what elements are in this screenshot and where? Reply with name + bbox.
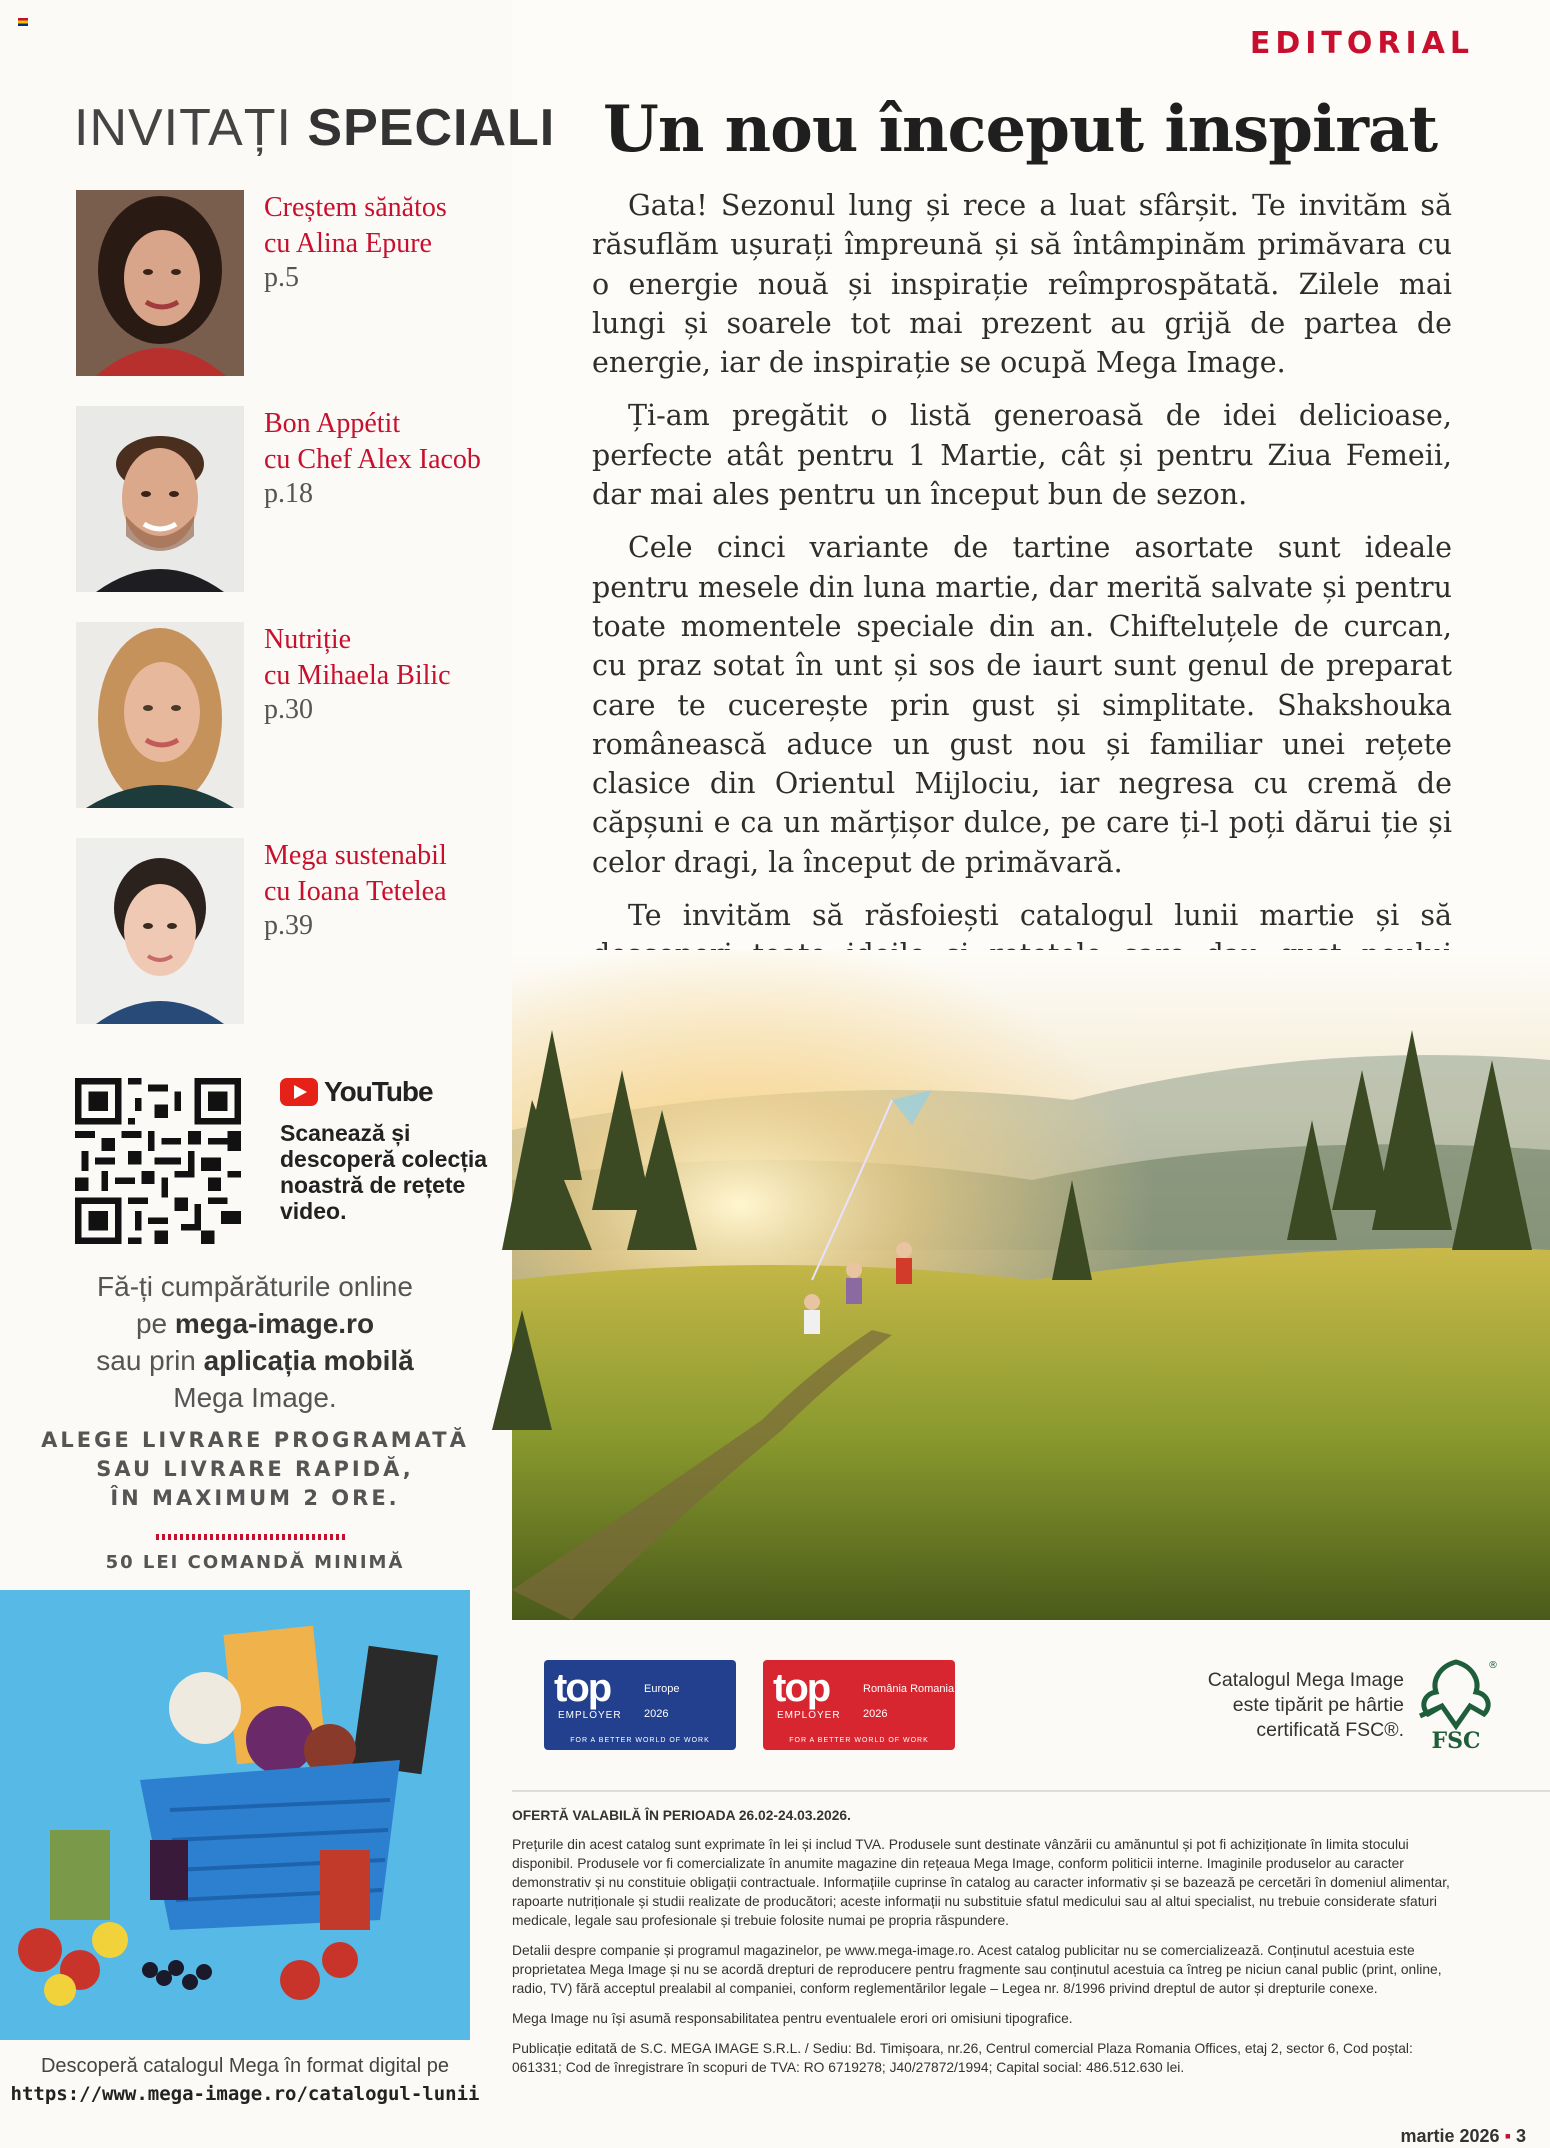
- guest-title: [264, 406, 481, 478]
- shop-line1: Fă-ți cumpărăturile online: [97, 1271, 413, 1302]
- badge-tagline: FOR A BETTER WORLD OF WORK: [789, 1737, 929, 1744]
- fsc-logo-icon: [1416, 1656, 1496, 1752]
- badge-tagline: FOR A BETTER WORLD OF WORK: [570, 1737, 710, 1744]
- legal-paragraph: Publicație editată de S.C. MEGA IMAGE S.R.L. / Sediu: Bd. Timișoara, nr.26, Centrul comercial Plaza Romania Offices, etaj 2, sector 6, Cod poștal: 061331; Cod de înregistrare în scopuri de TVA: RO 6719278; J40/27872/1994; Capital social: 486.512.630 lei.: [512, 2041, 1413, 2075]
- article-paragraph: Cele cinci variante de tartine asortate sunt ideale pentru mesele din luna martie, dar merită salvate și pentru toate momentele speciale din an. Chifteluțele de curcan, cu praz sotat în unt și sos de iaurt sunt genul de preparat care te cucerește prin gust și simplitate. Shakshouka românească aduce un gust nou și familiar unei rețete clasice din Orientul Mijlociu, iar negresa cu cremă de căpșuni e ca un mărțișor dulce, pe care ți-l poți dărui ție și celor dragi, la început de primăvară.: [592, 531, 1452, 879]
- offer-validity: OFERTĂ VALABILĂ ÎN PERIOADA 26.02-24.03.2026.: [512, 1808, 851, 1823]
- youtube-logo: [280, 1076, 500, 1108]
- spring-landscape-photo: [512, 950, 1550, 1620]
- guest-line1: Creștem sănătos: [264, 192, 447, 223]
- guest-line2: cu Alina Epure: [264, 228, 432, 259]
- guest-title: [264, 190, 447, 262]
- grocery-basket-photo: [0, 1590, 470, 2040]
- legal-paragraph: Mega Image nu își asumă responsabilitatea pentru eventualele erori ori omisiuni tipografice.: [512, 2011, 1073, 2026]
- top-employer-europe-badge: [544, 1660, 736, 1750]
- portrait-mihaela-bilic: [76, 622, 244, 808]
- guests-title-bold: SPECIALI: [307, 99, 556, 157]
- article-paragraph: Gata! Sezonul lung și rece a luat sfârșit. Te invităm să răsuflăm ușurați împreună și să întâmpinăm primăvara cu o energie nouă și inspirație reîmprospătată. Zilele mai lungi și soarele tot mai prezent au grijă de partea de energie, iar de inspirație se ocupă Mega Image.: [592, 189, 1452, 380]
- fsc-line3: certificată FSC®.: [1256, 1719, 1404, 1741]
- legal-paragraph: Prețurile din acest catalog sunt exprimate în lei și includ TVA. Produsele sunt destinate vânzării cu amănuntul și pot fi achiziționate în limita stocului disponibil. Produsele vor fi comercializate în anumite magazine din rețeaua Mega Image, conform politicii interne. Imaginile produselor au caracter demonstrativ și nu constituie obligații contractuale. Informațiile cuprinse în catalog au caracter informativ și se bazează pe cercetări în domeniul alimentar, rapoarte nutriționale și studii realizate de producători; aceste informații nu substituie sfatul medicului sau al altui specialist, nu trebuie considerate sfaturi medicale, legale sau profesionale și trebuie folosite numai pe propria răspundere.: [512, 1837, 1450, 1928]
- article-title: Un nou început inspirat: [603, 92, 1437, 167]
- youtube-brand: YouTube: [324, 1076, 433, 1107]
- fsc-logo-text: FSC: [1431, 1728, 1481, 1754]
- guest-line1: Bon Appétit: [264, 408, 401, 439]
- guest-line1: Mega sustenabil: [264, 840, 447, 871]
- article-paragraph: Ți-am pregătit o listă generoasă de idei delicioase, perfecte atât pentru 1 Martie, cât și pentru Ziua Femeii, dar mai ales pentru un început bun de sezon.: [592, 399, 1452, 512]
- badge-year: 2026: [644, 1708, 669, 1720]
- minimum-order: 50 LEI COMANDĂ MINIMĂ: [105, 1552, 405, 1573]
- delivery-line2: SAU LIVRARE RAPIDĂ,: [96, 1457, 414, 1481]
- page-number: 3: [1515, 2126, 1526, 2146]
- guests-title-light: INVITAȚI: [74, 99, 292, 157]
- catalog-text: Descoperă catalogul Mega în format digital pe: [40, 2055, 449, 2077]
- guests-title: [74, 98, 555, 158]
- portrait-ioana-tetelea: [76, 838, 244, 1024]
- delivery-line1: ALEGE LIVRARE PROGRAMATĂ: [41, 1428, 469, 1452]
- guest-title: [264, 622, 451, 694]
- footer-date: martie 2026: [1400, 2126, 1500, 2146]
- shop-app-link[interactable]: aplicația mobilă: [203, 1345, 414, 1376]
- guest-page: p.30: [264, 694, 313, 725]
- guest-page: p.39: [264, 910, 313, 941]
- shop-line2-pre: pe: [135, 1308, 175, 1339]
- digital-catalog-info: [0, 2052, 490, 2108]
- shop-line3-pre: sau prin: [96, 1345, 204, 1376]
- dotted-divider: [156, 1534, 346, 1540]
- shop-line4: Mega Image.: [173, 1382, 337, 1413]
- delivery-line3: ÎN MAXIMUM 2 ORE.: [110, 1486, 400, 1510]
- article-paragraph: Te invităm să răsfoiești catalogul lunii martie și să: [628, 899, 1452, 933]
- badge-region: Europe: [644, 1683, 680, 1695]
- fsc-statement: [1120, 1668, 1404, 1743]
- guest-line2: cu Ioana Tetelea: [264, 876, 447, 907]
- youtube-qr-code[interactable]: [72, 1078, 244, 1244]
- section-label: EDITORIAL: [1249, 26, 1474, 61]
- page-footer: [1400, 2126, 1526, 2147]
- shop-website-link[interactable]: mega-image.ro: [174, 1308, 375, 1339]
- fsc-line2: este tipărit pe hârtie: [1232, 1694, 1404, 1716]
- shop-line2: [40, 1305, 470, 1342]
- guest-line2: cu Chef Alex Iacob: [264, 444, 481, 475]
- guest-card-mihaela[interactable]: [76, 622, 516, 812]
- youtube-promo[interactable]: [280, 1076, 500, 1224]
- footer-separator: ▪: [1504, 2126, 1511, 2146]
- youtube-cta-text: Scanează și descoperă colecția noastră de rețete video.: [280, 1120, 488, 1224]
- badge-top: top: [773, 1666, 830, 1710]
- fsc-registered-mark: ®: [1488, 1660, 1498, 1671]
- delivery-info: [40, 1426, 470, 1513]
- divider: [512, 1790, 1550, 1792]
- portrait-alex-iacob: [76, 406, 244, 592]
- top-employer-romania-badge: [763, 1660, 955, 1750]
- online-shop-promo: [40, 1268, 470, 1416]
- guest-card-alex[interactable]: [76, 406, 516, 596]
- article-body: [592, 186, 1452, 1028]
- catalog-url-link[interactable]: https://www.mega-image.ro/catalogul-lunii: [10, 2083, 480, 2105]
- youtube-play-icon: [280, 1078, 318, 1106]
- guest-page: p.5: [264, 262, 299, 293]
- badge-region: România Romania: [863, 1683, 955, 1695]
- guest-line2: cu Mihaela Bilic: [264, 660, 451, 691]
- flag-icon: [18, 18, 28, 26]
- legal-paragraph: Detalii despre companie și programul magazinelor, pe www.mega-image.ro. Acest catalog publicitar nu se comercializează. Conținutul acestuia este proprietatea Mega Image și nu se acordă drepturi de reproducere pentru fragmente sau conținutul acestuia ca întreg pe niciun canal public (print, online, radio, TV) fără acceptul prealabil al companiei, conform reglementărilor legale – Legea nr. 8/1996 privind dreptul de autor și drepturile conexe.: [512, 1943, 1442, 1996]
- badge-year: 2026: [863, 1708, 888, 1720]
- legal-notice: [512, 1806, 1457, 2088]
- badge-employer: EMPLOYER: [777, 1710, 841, 1721]
- guest-page: p.18: [264, 478, 313, 509]
- shop-line3: [40, 1342, 470, 1379]
- guest-card-ioana[interactable]: [76, 838, 516, 1028]
- portrait-alina-epure: [76, 190, 244, 376]
- badge-top: top: [554, 1666, 611, 1710]
- guest-card-alina[interactable]: [76, 190, 516, 380]
- guest-title: [264, 838, 447, 910]
- badge-employer: EMPLOYER: [558, 1710, 622, 1721]
- guest-line1: Nutriție: [264, 624, 352, 655]
- fsc-line1: Catalogul Mega Image: [1207, 1669, 1404, 1691]
